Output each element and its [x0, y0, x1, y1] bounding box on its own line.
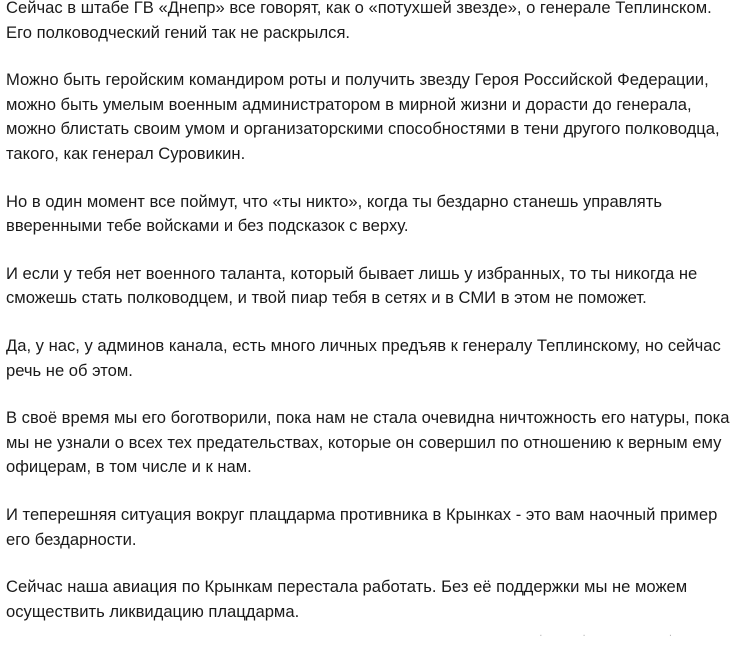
- cropped-footer-marks: ·· ·: [539, 631, 712, 642]
- paragraph-5: Да, у нас, у админов канала, есть много личных предъяв к генералу Теплинскому, но сейчас речь не об этом.: [6, 335, 721, 380]
- paragraph-6: В своё время мы его боготворили, пока нам не стала очевидна ничтожность его натуры, пока мы не узнали о всех тех предательствах, которые он совершил по отношению к верным ему офицерам, в том числе и к нам.: [6, 408, 730, 477]
- message-body: [6, 0, 730, 647]
- paragraph-4: И если у тебя нет военного таланта, который бывает лишь у избранных, то ты никогда не сможешь стать полководцем, и твой пиар тебя в сетях и в СМИ в этом не поможет.: [6, 263, 698, 308]
- paragraph-8: Сейчас наша авиация по Крынкам перестала работать. Без её поддержки мы не можем осуществить ликвидацию плацдарма.: [6, 577, 688, 621]
- paragraph-2: Можно быть геройским командиром роты и получить звезду Героя Российской Федерации, можно быть умелым военным администратором в мирной жизни и дорасти до генерала, можно блистать своим умом и организаторскими способностями в тени другого полководца, такого, как генерал Суровикин.: [6, 70, 720, 163]
- paragraph-7: И теперешняя ситуация вокруг плацдарма противника в Крынках - это вам наочный пример его бездарности.: [6, 504, 718, 549]
- paragraph-1: Сейчас в штабе ГВ «Днепр» все говорят, как о «потухшей звезде», о генерале Теплинском. Его полководческий гений так не раскрылся.: [6, 0, 712, 42]
- paragraph-3: Но в один момент все поймут, что «ты никто», когда ты бездарно станешь управлять вверенными тебе войсками и без подсказок с верху.: [6, 191, 663, 236]
